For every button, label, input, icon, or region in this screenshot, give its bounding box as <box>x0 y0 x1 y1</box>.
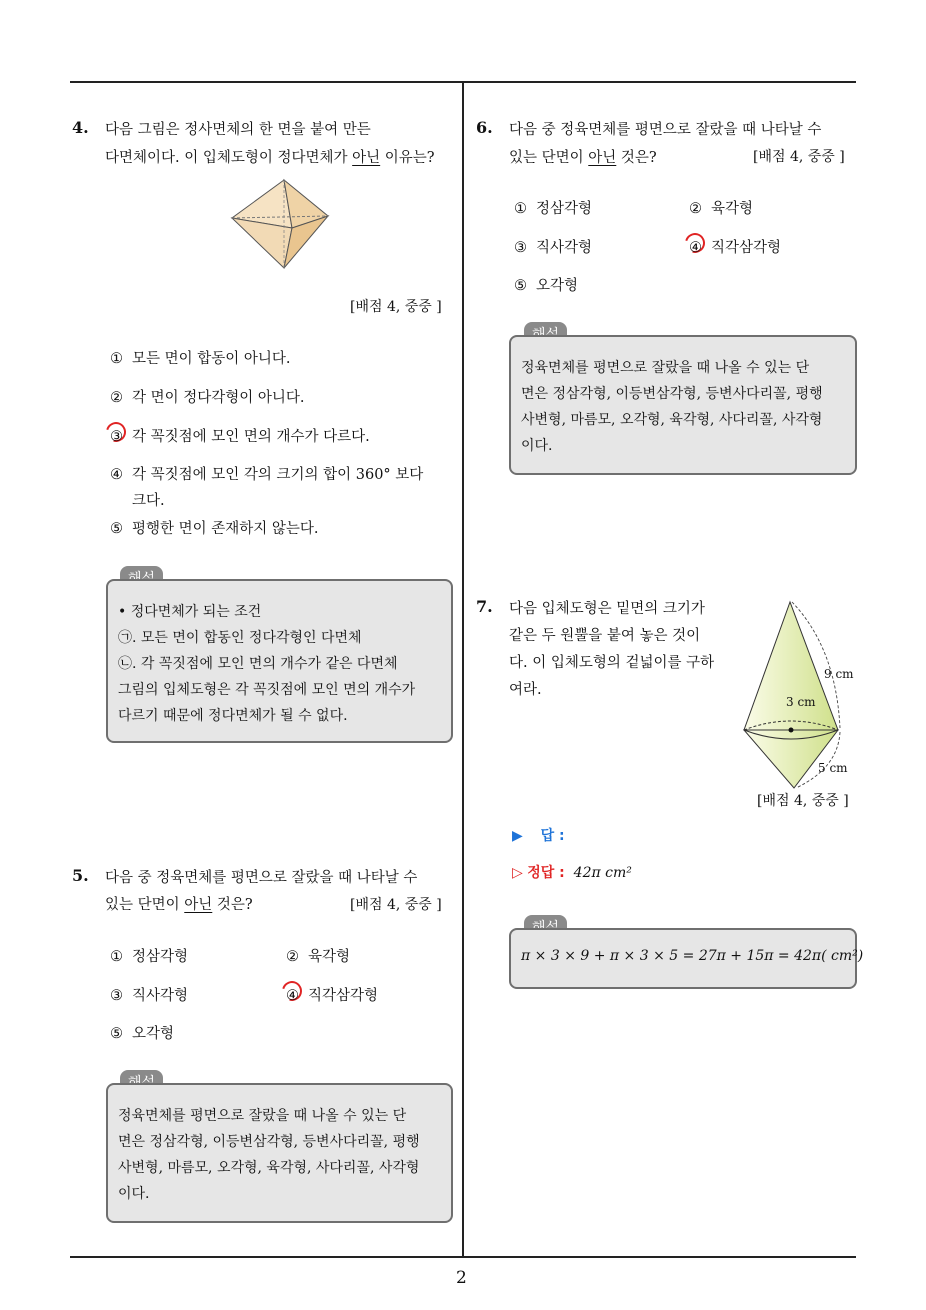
q6-number: 6. <box>476 118 493 137</box>
q4-underline-word: 아닌 <box>352 150 381 166</box>
q5-explain-line3: 사변형, 마름모, 오각형, 육각형, 사다리꼴, 사각형 <box>118 1160 420 1176</box>
q4-explain-line4: 그림의 입체도형은 각 꼭짓점에 모인 면의 개수가 <box>118 682 416 698</box>
q4-number: 4. <box>72 118 89 137</box>
q4-explain-line3: ㉡. 각 꼭짓점에 모인 면의 개수가 같은 다면체 <box>118 656 398 672</box>
q5-number: 5. <box>72 866 89 885</box>
upper-cone <box>744 602 838 730</box>
label-5cm: 5 cm <box>818 761 848 775</box>
q6-text-line2: 있는 단면이 아닌 것은? <box>509 150 657 166</box>
q6-explain-line1: 정육면체를 평면으로 잘랐을 때 나올 수 있는 단 <box>521 360 810 376</box>
q7-text-line2: 같은 두 원뿔을 붙여 놓은 것이 <box>509 628 701 644</box>
q5-text-line1: 다음 중 정육면체를 평면으로 잘랐을 때 나타날 수 <box>105 870 418 886</box>
octahedron-figure <box>228 178 332 270</box>
q4-choice-5[interactable]: ⑤ 평행한 면이 존재하지 않는다. <box>110 521 319 537</box>
q6-choice-3[interactable]: ③ 직사각형 <box>514 240 593 256</box>
q6-explain-line3: 사변형, 마름모, 오각형, 육각형, 사다리꼴, 사각형 <box>521 412 823 428</box>
q4-explain-line2: ㉠. 모든 면이 합동인 정다각형인 다면체 <box>118 630 362 646</box>
label-3cm: 3 cm <box>786 695 816 709</box>
label-9cm: 9 cm <box>824 667 854 681</box>
column-divider <box>462 82 464 1258</box>
q6-choice-4[interactable]: ④ 직각삼각형 <box>689 240 782 256</box>
q4-explain-line5: 다르기 때문에 정다면체가 될 수 없다. <box>118 708 348 724</box>
answer-label: 답 : <box>540 828 565 844</box>
q5-points: [배점 4, 중중 ] <box>350 897 442 913</box>
q4-choice-4[interactable]: ④ 각 꼭짓점에 모인 각의 크기의 합이 360° 보다 <box>110 467 424 483</box>
q7-text-line1: 다음 입체도형은 밑면의 크기가 <box>509 601 705 617</box>
double-cone-figure <box>738 598 858 794</box>
q5-text-line2: 있는 단면이 아닌 것은? <box>105 897 253 913</box>
correct-arrow-icon: ▷ <box>512 865 523 881</box>
page-number: 2 <box>456 1268 467 1288</box>
q4-choice-2[interactable]: ② 각 면이 정다각형이 아니다. <box>110 390 305 406</box>
q5-explain-line1: 정육면체를 평면으로 잘랐을 때 나올 수 있는 단 <box>118 1108 407 1124</box>
q7-text-line4: 여라. <box>509 682 542 698</box>
q7-points: [배점 4, 중중 ] <box>757 793 849 809</box>
q6-explain-line4: 이다. <box>521 438 553 454</box>
q5-choice-2[interactable]: ② 육각형 <box>286 949 351 965</box>
answer-arrow-icon: ▶ <box>512 828 523 844</box>
q5-choice-4[interactable]: ④ 직각삼각형 <box>286 988 379 1004</box>
q6-text-line1: 다음 중 정육면체를 평면으로 잘랐을 때 나타날 수 <box>509 122 822 138</box>
center-dot <box>789 728 794 733</box>
q6-explain-line2: 면은 정삼각형, 이등변삼각형, 등변사다리꼴, 평행 <box>521 386 823 402</box>
q6-underline-word: 아닌 <box>588 150 617 166</box>
q5-choice-1[interactable]: ① 정삼각형 <box>110 949 189 965</box>
q5-choice-3[interactable]: ③ 직사각형 <box>110 988 189 1004</box>
q6-choice-1[interactable]: ① 정삼각형 <box>514 201 593 217</box>
q7-answer-row[interactable] <box>512 825 565 845</box>
q4-points: [배점 4, 중중 ] <box>350 299 442 315</box>
q6-choice-5[interactable]: ⑤ 오각형 <box>514 278 579 294</box>
q6-choice-2[interactable]: ② 육각형 <box>689 201 754 217</box>
q6-explain-box <box>509 335 857 475</box>
q5-underline-word: 아닌 <box>184 897 213 913</box>
q7-text-line3: 다. 이 입체도형의 겉넓이를 구하 <box>509 655 715 671</box>
q4-choice-1[interactable]: ① 모든 면이 합동이 아니다. <box>110 351 291 367</box>
q5-explain-box <box>106 1083 453 1223</box>
q5-choice-5[interactable]: ⑤ 오각형 <box>110 1026 175 1042</box>
q4-choice-4-cont: 크다. <box>132 493 165 509</box>
q6-points: [배점 4, 중중 ] <box>753 149 845 165</box>
q4-text-line1: 다음 그림은 정사면체의 한 면을 붙여 만든 <box>105 122 371 138</box>
correct-value: 42π cm² <box>573 865 632 881</box>
q7-correct-row <box>512 862 632 882</box>
q7-explain-line1: π × 3 × 9 + π × 3 × 5 = 27π + 15π = 42π( cm²) <box>521 948 864 964</box>
q4-choice-3[interactable]: ③ 각 꼭짓점에 모인 면의 개수가 다르다. <box>110 429 370 445</box>
q5-explain-line2: 면은 정삼각형, 이등변삼각형, 등변사다리꼴, 평행 <box>118 1134 420 1150</box>
correct-label: 정답 : <box>527 865 565 881</box>
q4-text-line2: 다면체이다. 이 입체도형이 정다면체가 아닌 이유는? <box>105 150 435 166</box>
q5-explain-line4: 이다. <box>118 1186 150 1202</box>
q4-explain-line1: • 정다면체가 되는 조건 <box>118 604 262 620</box>
q7-number: 7. <box>476 597 493 616</box>
